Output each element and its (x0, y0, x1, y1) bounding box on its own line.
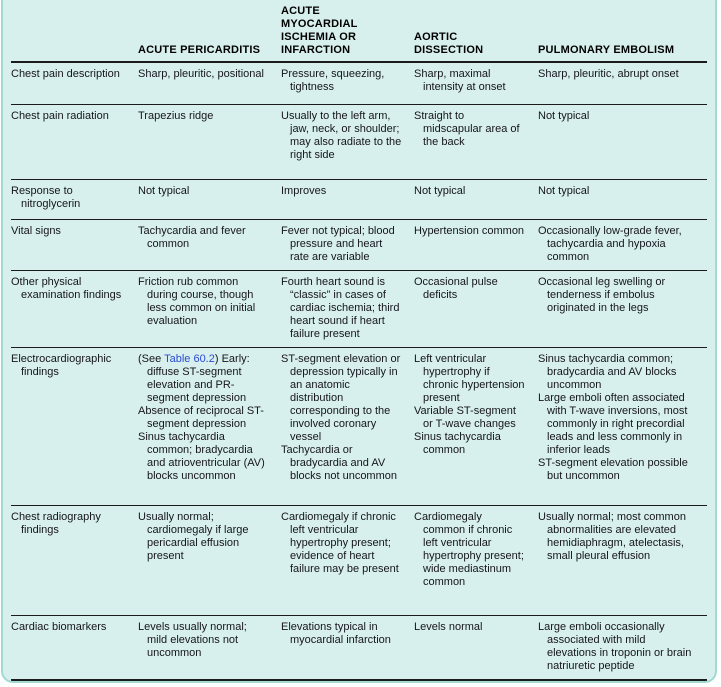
cell-paragraph: Sinus tachycardia common (414, 431, 501, 456)
cell-paragraph: Occasional leg swelling or tenderness if embolus originated in the legs (538, 276, 666, 314)
cell (538, 511, 708, 609)
cell-paragraph: Not typical (538, 110, 590, 122)
cell-paragraph: Improves (281, 185, 327, 197)
column-header-line: ACUTE PERICARDITIS (138, 44, 261, 56)
cell (538, 110, 708, 173)
cell-paragraph: ST-segment elevation possible but uncommon (538, 457, 688, 482)
cell-paragraph: Tachycardia and fever common (138, 225, 246, 250)
cell-paragraph: Variable ST-segment or T-wave changes (414, 405, 516, 430)
cell-paragraph: Occasionally low-grade fever, tachycardia and hypoxia common (538, 225, 682, 263)
column-header-acute-myocardial-ischemia-or-infarction (281, 5, 414, 57)
cell (281, 621, 414, 673)
cell (281, 276, 414, 341)
cell-paragraph: Cardiomegaly common if chronic left ventricular hypertrophy present; wide mediastinum common (414, 511, 524, 588)
cell (414, 185, 538, 213)
row-label-text: Cardiac biomarkers (11, 621, 107, 633)
row-label (11, 276, 138, 341)
cell-paragraph: Occasional pulse deficits (414, 276, 498, 301)
row-label (11, 225, 138, 264)
column-header-line: INFARCTION (281, 44, 351, 56)
cell (414, 511, 538, 609)
cell (538, 353, 708, 499)
cell (538, 185, 708, 213)
cell (138, 185, 281, 213)
table-row (11, 220, 707, 271)
column-header-acute-pericarditis (138, 44, 281, 57)
cell (281, 225, 414, 264)
cell-paragraph: Not typical (414, 185, 466, 197)
cell (414, 276, 538, 341)
cell-paragraph: Fever not typical; blood pressure and heart rate are variable (281, 225, 395, 263)
cell (538, 225, 708, 264)
column-header-line: ISCHEMIA OR (281, 31, 357, 43)
column-header-line: ACUTE (281, 5, 320, 17)
cell-paragraph: Large emboli often associated with T-wave inversions, most commonly in right precordial leads and less commonly in inferior leads (538, 392, 688, 456)
cell-paragraph: Levels usually normal; mild elevations not uncommon (138, 621, 247, 659)
row-label-text: Chest pain description (11, 68, 120, 80)
cell-paragraph: Straight to midscapular area of the back (414, 110, 520, 148)
table-row (11, 105, 707, 180)
table-60-2-link[interactable]: Table 60.2 (164, 353, 215, 365)
table-panel (1, 0, 717, 683)
cell (281, 110, 414, 173)
cell-paragraph: Friction rub common during course, though less common on initial evaluation (138, 276, 256, 327)
cell-paragraph: Sharp, pleuritic, abrupt onset (538, 68, 679, 80)
cell (138, 353, 281, 499)
column-header-line: AORTIC (414, 31, 458, 43)
row-label (11, 185, 138, 213)
row-label-text: Other physical examination findings (11, 276, 122, 301)
cell-paragraph: Sinus tachycardia common; bradycardia and AV blocks uncommon (538, 353, 677, 391)
cell (538, 68, 708, 98)
cell (414, 225, 538, 264)
cell-text: (See (138, 353, 165, 365)
cell (281, 511, 414, 609)
cell (138, 68, 281, 98)
row-label (11, 621, 138, 673)
cell (138, 110, 281, 173)
cell-paragraph: Sinus tachycardia common; bradycardia and atrioventricular (AV) blocks uncommon (138, 431, 265, 482)
cell-paragraph: Left ventricular hypertrophy if chronic hypertension present (414, 353, 525, 404)
cell-paragraph: Absence of reciprocal ST-segment depression (138, 405, 264, 430)
cell-paragraph: Pressure, squeezing, tightness (281, 68, 385, 93)
table-row (11, 271, 707, 348)
cell-paragraph: ST-segment elevation or depression typically in an anatomic distribution corresponding to the involved coronary vessel (281, 353, 401, 443)
comparison-table (11, 5, 707, 682)
cell (138, 225, 281, 264)
cell (138, 621, 281, 673)
cell-paragraph: Trapezius ridge (138, 110, 214, 122)
row-label (11, 110, 138, 173)
cell (281, 185, 414, 213)
row-label-text: Vital signs (11, 225, 61, 237)
cell-paragraph: Large emboli occasionally associated with mild elevations in troponin or brain natriuretic peptide (538, 621, 692, 672)
cell-paragraph: Tachycardia or bradycardia and AV blocks not uncommon (281, 444, 397, 482)
column-header-line: PULMONARY EMBOLISM (538, 44, 675, 56)
cell-paragraph: Elevations typical in myocardial infarction (281, 621, 391, 646)
table-header-row (11, 5, 707, 63)
table-row (11, 180, 707, 220)
row-label (11, 68, 138, 98)
cell-text: ) Early: diffuse ST-segment elevation and PR-segment depression (147, 353, 250, 404)
cell-paragraph: Usually to the left arm, jaw, neck, or shoulder; may also radiate to the right side (281, 110, 402, 161)
cell-paragraph: Not typical (538, 185, 590, 197)
cell (538, 621, 708, 673)
cell (281, 68, 414, 98)
row-label (11, 353, 138, 499)
column-header-line: DISSECTION (414, 44, 484, 56)
cell-paragraph: Fourth heart sound is “classic” in cases of cardiac ischemia; third heart sound if heart failure present (281, 276, 400, 340)
cell-paragraph (138, 353, 269, 405)
cell (538, 276, 708, 341)
cell (414, 621, 538, 673)
cell (414, 68, 538, 98)
cell-paragraph: Levels normal (414, 621, 483, 633)
cell (138, 511, 281, 609)
table-row (11, 348, 707, 506)
cell (281, 353, 414, 499)
table-row (11, 63, 707, 105)
row-label-text: Electrocardiographic findings (11, 353, 112, 378)
cell (138, 276, 281, 341)
row-label-text: Chest pain radiation (11, 110, 109, 122)
row-label (11, 511, 138, 609)
cell-paragraph: Cardiomegaly if chronic left ventricular hypertrophy present; evidence of heart failure may be present (281, 511, 399, 575)
cell-paragraph: Hypertension common (414, 225, 525, 237)
column-header-line: MYOCARDIAL (281, 18, 358, 30)
table-row (11, 616, 707, 682)
cell-paragraph: Sharp, pleuritic, positional (138, 68, 264, 80)
cell (414, 353, 538, 499)
table-row (11, 506, 707, 616)
cell (414, 110, 538, 173)
row-label-text: Response to nitroglycerin (11, 185, 81, 210)
cell-paragraph: Usually normal; cardiomegaly if large pericardial effusion present (138, 511, 249, 562)
cell-paragraph: Usually normal; most common abnormalities are elevated hemidiaphragm, atelectasis, small pleural effusion (538, 511, 686, 562)
cell-paragraph: Sharp, maximal intensity at onset (414, 68, 506, 93)
row-label-text: Chest radiography findings (11, 511, 101, 536)
column-header-aortic-dissection (414, 31, 538, 57)
column-header-pulmonary-embolism (538, 44, 708, 57)
cell-paragraph: Not typical (138, 185, 190, 197)
